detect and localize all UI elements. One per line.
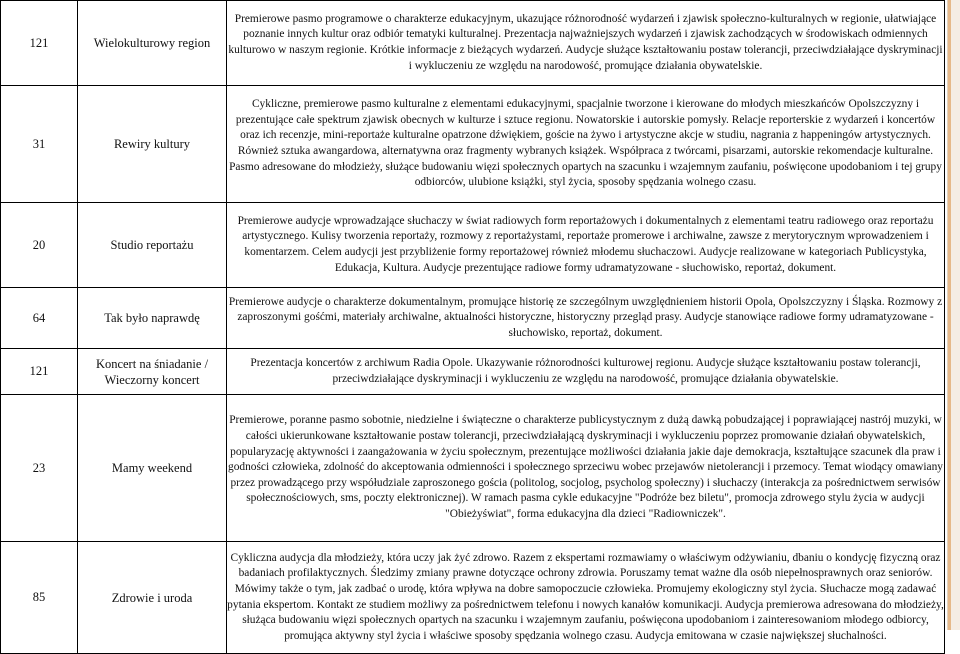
- description-cell: Premierowe pasmo programowe o charakterze edukacyjnym, ukazujące różnorodność wydarzeń i zjawisk społeczno-kulturalnych w regionie, ułatwiające poznanie innych kultur oraz odbiór tematyki kulturalnej. Prezentacja najważniejszych wydarzeń i zjawisk zachodzących w środowiskach odmiennych kulturowo w naszym regionie. Krótkie informacje z bieżących wydarzeń. Audycje służące kształtowaniu postaw tolerancji, przeciwdziałające dyskryminacji i wykluczeniu ze względu na narodowość, promujące działania obywatelskie.: [227, 1, 945, 86]
- table-row: [1, 203, 945, 288]
- page-edge-stripe: [948, 0, 951, 630]
- table-row: [1, 288, 945, 349]
- programme-name-cell: Tak było naprawdę: [78, 288, 227, 349]
- airtime-cell: 121: [1, 1, 78, 86]
- table-row: [1, 86, 945, 203]
- airtime-cell: 64: [1, 288, 78, 349]
- airtime-cell: 121: [1, 349, 78, 395]
- airtime-cell: 31: [1, 86, 78, 203]
- table-row: [1, 542, 945, 654]
- programme-name-cell: Rewiry kultury: [78, 86, 227, 203]
- description-cell: Cykliczna audycja dla młodzieży, która uczy jak żyć zdrowo. Razem z ekspertami rozmawiamy o właściwym odżywianiu, dbaniu o kondycję fizyczną oraz badaniach profilaktycznych. Śledzimy zmiany prawne dotyczące ochrony zdrowia. Poruszamy temat ważne dla osób niepełnosprawnych oraz seniorów. Mówimy także o tym, jak zadbać o urodę, która wpływa na dobre samopoczucie człowieka. Promujemy ekologiczny styl życia. Słuchacze mogą zadawać pytania ekspertom. Kontakt ze studiem możliwy za pośrednictwem telefonu i nowych kanałów komunikacji. Audycja premierowa adresowana do młodzieży, służąca budowaniu więzi społecznych opartych na szacunku i wzajemnym zaufaniu, poświęcona upodobaniom i zainteresowaniom młodego odbiorcy, promująca aktywny styl życia i właściwe sposoby spędzania wolnego czasu. Audycja emitowana w czasie największej słuchalności.: [227, 542, 945, 654]
- programme-name-cell: Zdrowie i uroda: [78, 542, 227, 654]
- page-edge-bar: [947, 0, 960, 630]
- table-row: [1, 1, 945, 86]
- description-cell: Cykliczne, premierowe pasmo kulturalne z elementami edukacyjnymi, spacjalnie tworzone i kierowane do młodych mieszkańców Opolszczyzny i prezentujące całe spektrum zjawisk obecnych w kulturze i sztuce regionu. Nowatorskie i autorskie pomysły. Relacje reporterskie z wydarzeń i koncertów oraz ich recenzje, mini-reportaże kulturalne opatrzone dźwiękiem, goście na żywo i artystyczne akcje w studiu, nagrania z happeningów artystycznych. Również sztuka awangardowa, alternatywna oraz fragmenty wybranych książek. Współpraca z twórcami, pisarzami, autorskie rekomendacje kulturalne. Pasmo adresowane do młodzieży, służące budowaniu więzi społecznych opartych na szacunku i wzajemnym zaufaniu, poświęcone upodobaniom i tej grupy odbiorców, ulubione książki, styl życia, sposoby spędzania wolnego czasu.: [227, 86, 945, 203]
- airtime-cell: 23: [1, 395, 78, 542]
- programme-name-cell: Studio reportażu: [78, 203, 227, 288]
- programme-name-cell: Mamy weekend: [78, 395, 227, 542]
- description-cell: Prezentacja koncertów z archiwum Radia Opole. Ukazywanie różnorodności kulturowej regionu. Audycje służące kształtowaniu postaw tolerancji, przeciwdziałające dyskryminacji i wykluczeniu ze względu na narodowość, promujące działania obywatelskie.: [227, 349, 945, 395]
- table-row: [1, 349, 945, 395]
- table-row: [1, 395, 945, 542]
- programme-name-cell: Wielokulturowy region: [78, 1, 227, 86]
- description-cell: Premierowe, poranne pasmo sobotnie, niedzielne i świąteczne o charakterze publicystycznym z dużą dawką pobudzającej i poprawiającej nastrój muzyki, w całości ukierunkowane kształtowanie postaw tolerancji, przeciwdziałającą dyskryminacji i wykluczeniu poprzez promowanie działań obywatelskich, popularyzację aktywności i zaangażowania w życiu społecznym, prezentujące możliwości działania jakie daje demokracja, kształtujące szacunek dla praw i godności człowieka, zdolność do akceptowania odmienności i społecznego sprzeciwu wobec przejawów nietolerancji i przemocy. Temat wiodący omawiany przez prowadzącego przy współudziale zaproszonego gościa (politolog, socjolog, psycholog społeczny) i słuchaczy (interakcja za pośrednictwem serwisów społecznościowych, sms, poczty elektronicznej). W ramach pasma cykle edukacyjne "Podróże bez biletu", promocja zdrowego stylu życia w audycji "Obieżyświat", forma edukacyjna dla dzieci "Radiowniczek".: [227, 395, 945, 542]
- description-cell: Premierowe audycje o charakterze dokumentalnym, promujące historię ze szczególnym uwzględnieniem historii Opola, Opolszczyzny i Śląska. Rozmowy z zaproszonymi gośćmi, materiały archiwalne, aktualności historyczne, historyczny przegląd prasy. Audycje stanowiące radiowe formy udramatyzowane - słuchowisko, reportaż, dokument.: [227, 288, 945, 349]
- airtime-cell: 85: [1, 542, 78, 654]
- programme-name-cell: Koncert na śniadanie / Wieczorny koncert: [78, 349, 227, 395]
- description-cell: Premierowe audycje wprowadzające słuchaczy w świat radiowych form reportażowych i dokumentalnych z elementami teatru radiowego oraz reportażu artystycznego. Kulisy tworzenia reportaży, rozmowy z reportażystami, reportaże promerowe i archiwalne, zawsze z merytorycznym wprowadzeniem i komentarzem. Celem audycji jest przybliżenie formy reportażowej również młodemu słuchaczowi. Audycje realizowane w kategoriach Publicystyka, Edukacja, Kultura. Audycje prezentujące radiowe formy udramatyzowane - słuchowisko, reportaż, dokument.: [227, 203, 945, 288]
- airtime-cell: 20: [1, 203, 78, 288]
